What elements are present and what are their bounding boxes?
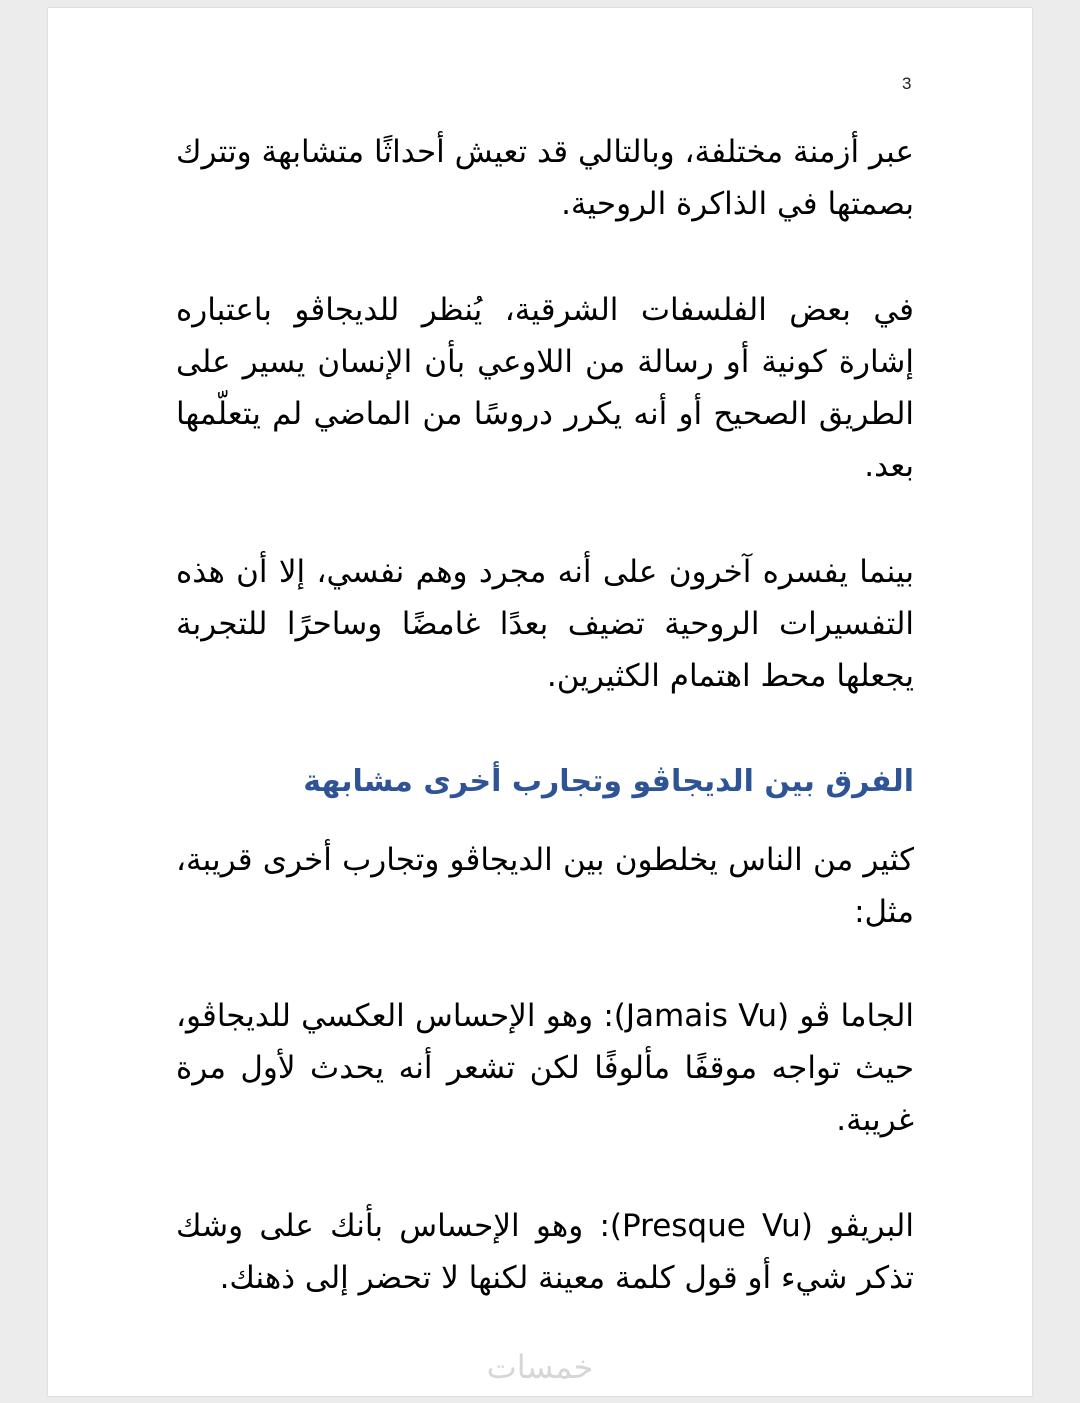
paragraph-jamais-vu: الجاما ڤو (Jamais Vu): وهو الإحساس العكسي للديجاڤو، حيث تواجه موقفًا مألوفًا لكن تشعر أنه يحدث لأول مرة غريبة. xyxy=(176,998,915,1138)
watermark-logo: خمسات xyxy=(486,1348,594,1386)
paragraph-presque-vu: البريڤو (Presque Vu): وهو الإحساس بأنك على وشك تذكر شيء أو قول كلمة معينة لكنها لا تحضر إلى ذهنك. xyxy=(176,1208,914,1296)
page-content xyxy=(176,126,914,1358)
paragraph-eastern-philosophy: في بعض الفلسفات الشرقية، يُنظر للديجاڤو باعتباره إشارة كونية أو رسالة من اللاوعي بأن الإنسان يسير على الطريق الصحيح أو أنه يكرر دروسًا من الماضي لم يتعلّمها بعد. xyxy=(176,292,914,484)
paragraph-confusion-intro: كثير من الناس يخلطون بين الديجاڤو وتجارب أخرى قريبة، مثل: xyxy=(176,842,914,930)
document-page xyxy=(48,8,1032,1396)
paragraph-psychological-view: بينما يفسره آخرون على أنه مجرد وهم نفسي، إلا أن هذه التفسيرات الروحية تضيف بعدًا غامضًا وساحرًا للتجربة يجعلها محط اهتمام الكثيرين. xyxy=(176,554,914,694)
paragraph-spiritual-memory: عبر أزمنة مختلفة، وبالتالي قد تعيش أحداثًا متشابهة وتترك بصمتها في الذاكرة الروحية. xyxy=(176,134,914,222)
page-number: 3 xyxy=(902,74,912,93)
section-heading: الفرق بين الديجاڤو وتجارب أخرى مشابهة xyxy=(303,764,914,799)
